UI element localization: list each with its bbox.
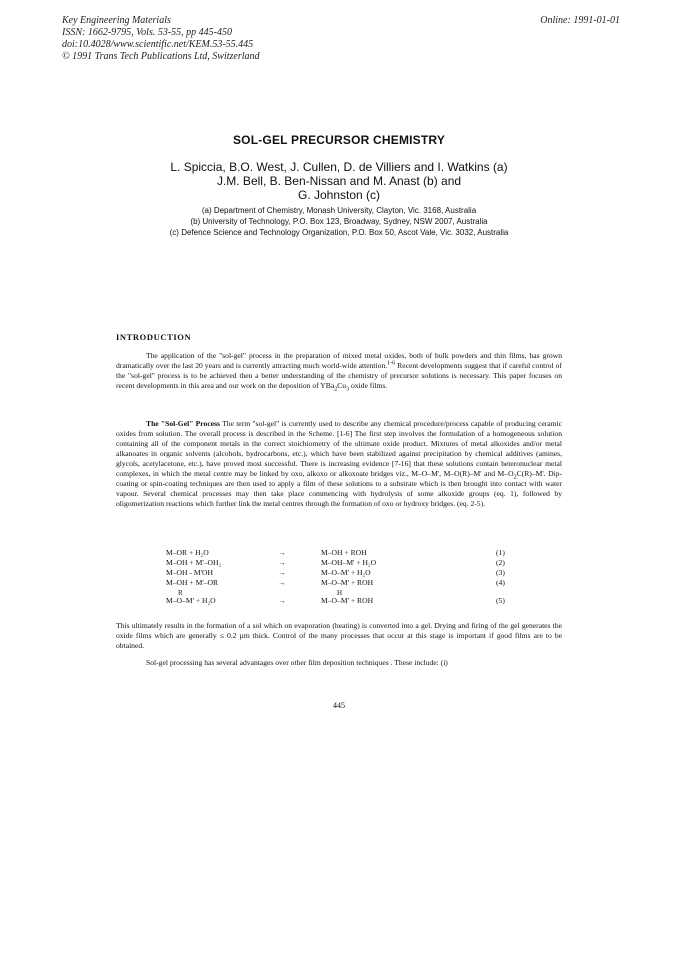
equation-lhs: M–OH + M'–OH₂ bbox=[166, 558, 222, 567]
equation-row bbox=[166, 558, 506, 568]
online-date: Online: 1991-01-01 bbox=[540, 15, 620, 26]
bridge-group-label: H bbox=[337, 589, 343, 597]
p2-text-a: The term "sol-gel" is currently used to describe any chemical procedure/process capable of producing ceramic oxides from solution. The overall process is described in the Scheme. [1-6] The first step involves the formulation of a homogeneous solution containing all of the component metals in the correct stoichiometry of the ultimate oxide product. Mixtures of metal alkoxides and/or metal alkanoates in organic solvents (alcohols, hydrocarbons, etc.), which have been stabilized against precipitation by chemical additives (amines, glycols, acetylacetone, etc.), have proved most successful. There is increasing evidence [7-16] that these solutions contain heteronuclear metal complexes, in which the metal centre may be linked by oxo, alkoxo or alkoxoate bridges viz., M–O–M', M–O(R)–M' and M–O bbox=[116, 419, 562, 478]
p1-text-c: Cu bbox=[337, 381, 347, 390]
equation-row bbox=[166, 568, 506, 578]
equation-rhs: M–O–M' + H₂O bbox=[321, 568, 371, 577]
equation-number: (4) bbox=[496, 578, 505, 587]
equation-rhs: M–OH–M' + H₂O bbox=[321, 558, 377, 567]
equation-row bbox=[166, 588, 506, 606]
reaction-arrow: → bbox=[278, 578, 286, 587]
p1-text-a: The application of the "sol-gel" process in the preparation of mixed metal oxides, both of bulk powders and thin films, has grown dramatically over the last 20 years and is currently attracting much world-wide attention. bbox=[116, 351, 562, 370]
reaction-arrow: → bbox=[278, 596, 286, 605]
doi-line: doi:10.4028/www.scientific.net/KEM.53-55.445 bbox=[62, 39, 254, 50]
paragraph-sol-to-gel: This ultimately results in the formation of a sol which on evaporation (heating) is converted into a gel. Drying and firing of the gel generates the oxide films which are generally ≤ 0.2 µm thick. Control of the many processes that occur at this stage is important if good films are to be obtained. bbox=[116, 621, 562, 650]
equation-lhs: M–OH + M'–OR bbox=[166, 578, 219, 587]
p1-text-b: Recent developments suggest that if careful control of the "sol-gel" process is to be achieved then a better understanding of the chemistry of precursor solutions is necessary. This paper focuses on recent developments in this area and our work on the deposition of YBa bbox=[116, 361, 563, 390]
equation-lhs: M–OH - M'OH bbox=[166, 568, 213, 577]
equation-block bbox=[166, 548, 506, 606]
p1-citation: 1-6 bbox=[387, 360, 396, 367]
author-line-3: G. Johnston (c) bbox=[297, 188, 381, 202]
p1-text-d: oxide films. bbox=[349, 381, 388, 390]
equation-number: (5) bbox=[496, 596, 505, 605]
section-heading-introduction: INTRODUCTION bbox=[116, 332, 192, 342]
reaction-arrow: → bbox=[278, 568, 286, 577]
affiliation-c: (c) Defence Science and Technology Organization, P.O. Box 50, Ascot Vale, Vic. 3032, Australia bbox=[169, 228, 509, 237]
affiliation-a: (a) Department of Chemistry, Monash University, Clayton, Vic. 3168, Australia bbox=[201, 206, 477, 215]
equation-rhs: M–O–M' + ROH bbox=[321, 596, 374, 605]
equation-lhs: M–O–M' + H₂O bbox=[166, 596, 216, 605]
p1-subscript-1: 2 bbox=[334, 386, 338, 393]
journal-name: Key Engineering Materials bbox=[62, 15, 171, 26]
bridge-group-label: R bbox=[178, 589, 183, 597]
equation-number: (1) bbox=[496, 548, 505, 557]
reaction-arrow: → bbox=[278, 548, 286, 557]
paper-title: SOL-GEL PRECURSOR CHEMISTRY bbox=[232, 133, 446, 147]
equation-number: (3) bbox=[496, 568, 505, 577]
p1-subscript-2: 3 bbox=[346, 386, 350, 393]
p2-subscript: 2 bbox=[513, 474, 517, 481]
run-in-heading: The "Sol-Gel" Process bbox=[146, 419, 220, 428]
equation-number: (2) bbox=[496, 558, 505, 567]
issn-line: ISSN: 1662-9795, Vols. 53-55, pp 445-450 bbox=[62, 27, 232, 38]
equation-rhs: M–O–M' + ROH bbox=[321, 578, 374, 587]
journal-header bbox=[62, 15, 260, 63]
equation-rhs: M–OH + ROH bbox=[321, 548, 367, 557]
paragraph-advantages: Sol-gel processing has several advantages over other film deposition techniques . These include: (i) bbox=[146, 658, 448, 667]
intro-paragraph-1 bbox=[116, 351, 562, 391]
author-list bbox=[0, 160, 678, 202]
equation-row bbox=[166, 578, 506, 588]
affiliation-list bbox=[0, 205, 678, 238]
copyright-line: © 1991 Trans Tech Publications Ltd, Switzerland bbox=[62, 51, 260, 62]
p2-text-b: C(R)–M'. Dip-coating or spin-coating techniques are then used to apply a film of these solutions to a substrate which is then brought into contact with water vapour. Several chemical processes may then take place commencing with hydrolysis of some alkoxide groups (eq. 1), followed by oligomerization reactions which further link the metal centres through the formation of oxo or hydroxy bridges. (eq. 2-5). bbox=[116, 469, 562, 508]
sol-gel-process-paragraph bbox=[116, 419, 562, 509]
author-line-1: L. Spiccia, B.O. West, J. Cullen, D. de Villiers and I. Watkins (a) bbox=[170, 160, 508, 174]
reaction-arrow: → bbox=[278, 558, 286, 567]
equation-lhs: M–OR + H₂O bbox=[166, 548, 209, 557]
author-line-2: J.M. Bell, B. Ben-Nissan and M. Anast (b) and bbox=[216, 174, 462, 188]
page-number: 445 bbox=[333, 701, 345, 710]
affiliation-b: (b) University of Technology, P.O. Box 123, Broadway, Sydney, NSW 2007, Australia bbox=[190, 217, 488, 226]
equation-row bbox=[166, 548, 506, 558]
